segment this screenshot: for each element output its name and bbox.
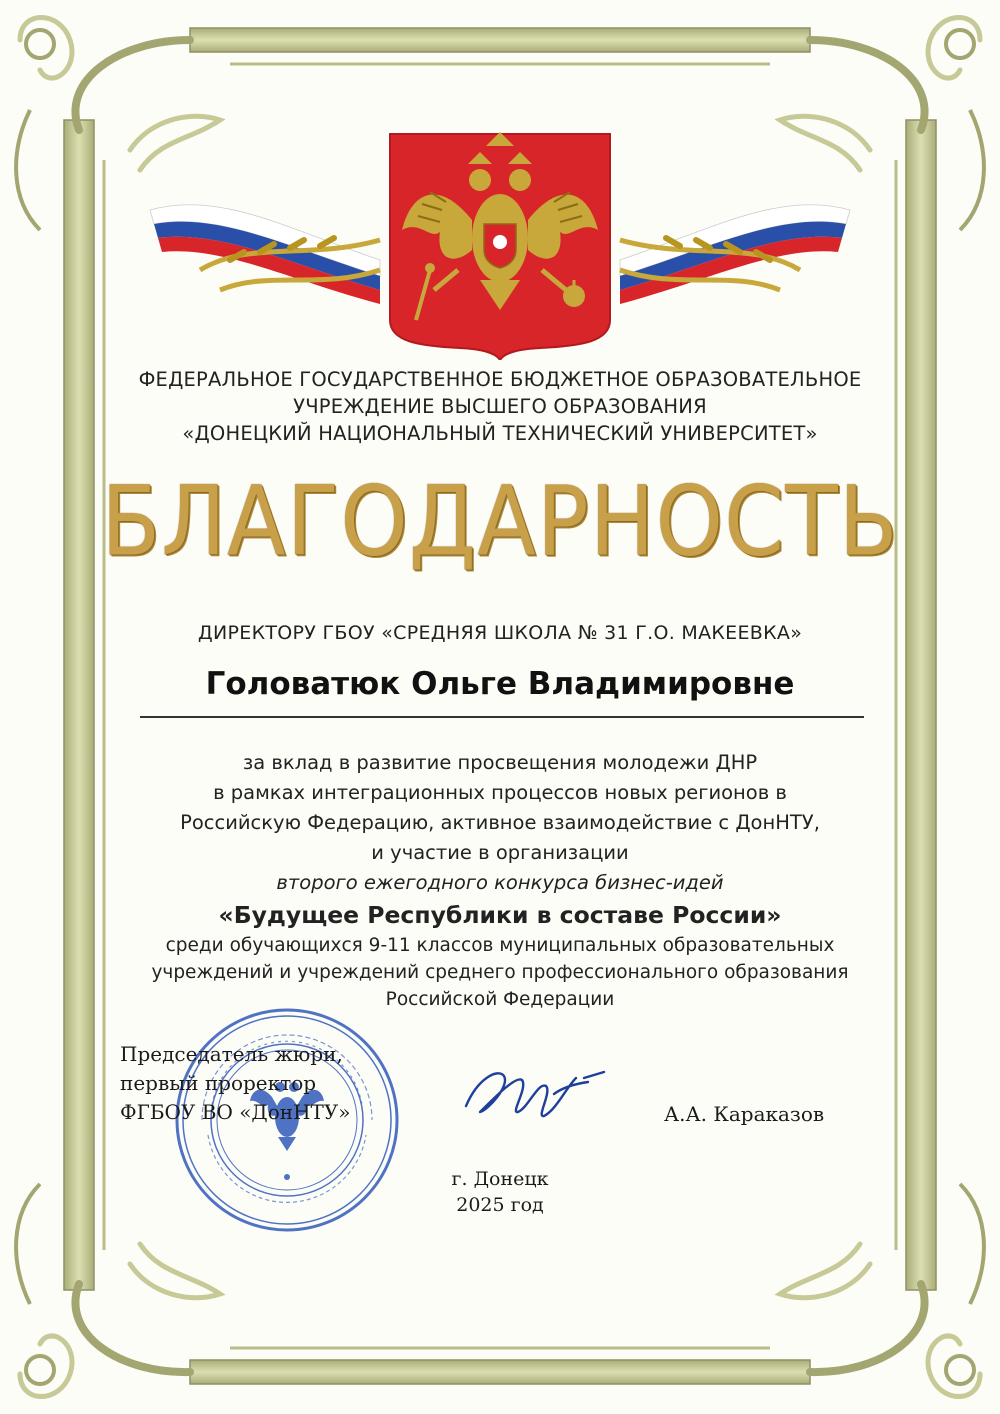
document-title: БЛАГОДАРНОСТЬ (101, 466, 899, 578)
body-line-6: среди обучающихся 9-11 классов муниципальных образовательных (165, 935, 835, 956)
recipient-position: ДИРЕКТОРУ ГБОУ «СРЕДНЯЯ ШКОЛА № 31 Г.О. МАКЕЕВКА» (197, 622, 803, 644)
year: 2025 год (456, 1194, 544, 1216)
name-underline (140, 716, 864, 718)
organization-line-1: ФЕДЕРАЛЬНОЕ ГОСУДАРСТВЕННОЕ БЮДЖЕТНОЕ ОБРАЗОВАТЕЛЬНОЕ (138, 368, 862, 391)
signatory-role-2: первый проректор (120, 1071, 317, 1095)
right-flag-ribbon (620, 205, 850, 304)
organization-line-3: «ДОНЕЦКИЙ НАЦИОНАЛЬНЫЙ ТЕХНИЧЕСКИЙ УНИВЕРСИТЕТ» (182, 422, 818, 445)
body-line-7: учреждений и учреждений среднего профессионального образования (151, 962, 849, 983)
gratitude-text (100, 748, 900, 1013)
left-flag-ribbon (150, 205, 380, 304)
body-line-5: второго ежегодного конкурса бизнес-идей (276, 871, 724, 894)
coat-of-arms-emblem (140, 120, 860, 360)
body-line-8: Российской Федерации (385, 989, 615, 1010)
body-line-4: и участие в организации (371, 841, 629, 864)
red-shield-with-eagle (390, 132, 610, 360)
signatory-name: А.А. Караказов (664, 1102, 825, 1126)
place-and-year (400, 1166, 600, 1218)
handwritten-signature (458, 1058, 608, 1128)
body-line-1: за вклад в развитие просвещения молодежи ДНР (242, 751, 758, 774)
body-line-2: в рамках интеграционных процессов новых регионов в (213, 781, 787, 804)
recipient-name: Головатюк Ольге Владимировне (205, 666, 795, 702)
contest-name: «Будущее Республики в составе России» (218, 901, 782, 929)
signatory-role-3: ФГБОУ ВО «ДонНТУ» (120, 1100, 351, 1124)
body-line-3: Российскую Федерацию, активное взаимодействие с ДонНТУ, (180, 811, 820, 834)
city: г. Донецк (451, 1168, 549, 1190)
signatory-role-1: Председатель жюри, (120, 1042, 343, 1066)
organization-name (100, 366, 900, 447)
organization-line-2: УЧРЕЖДЕНИЕ ВЫСШЕГО ОБРАЗОВАНИЯ (293, 395, 707, 418)
signatory-block (120, 1040, 351, 1127)
